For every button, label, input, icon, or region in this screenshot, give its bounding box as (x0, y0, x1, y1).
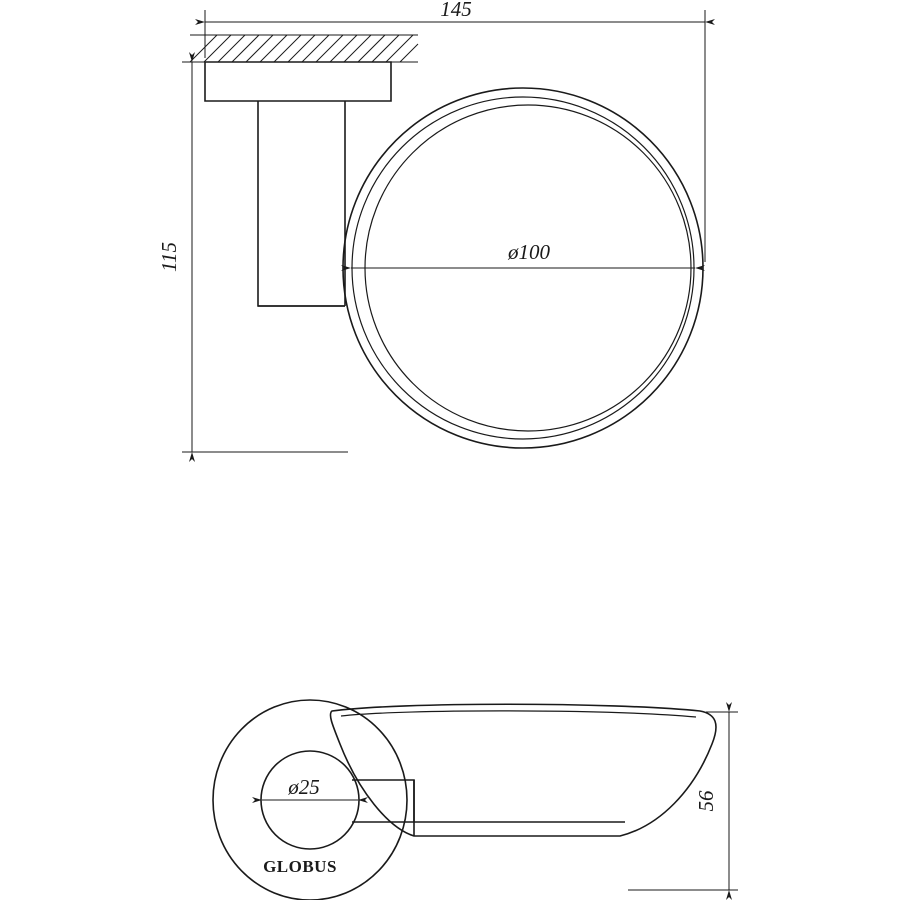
dimension-overall-depth (628, 712, 738, 890)
dimension-overall-height (157, 62, 348, 452)
dimension-label-115: 115 (157, 242, 181, 272)
dimension-label-56: 56 (694, 790, 718, 812)
dimension-label-d100: ø100 (508, 240, 550, 264)
brand-label: GLOBUS (263, 857, 337, 876)
soap-dish-body (330, 704, 716, 836)
dimension-label-d25: ø25 (288, 775, 320, 799)
dimension-mount-diameter (262, 774, 358, 800)
wall-hatch-pattern (190, 35, 418, 62)
dimension-overall-width (205, 0, 705, 262)
dimension-label-145: 145 (440, 0, 472, 21)
front-elevation-view (213, 700, 738, 900)
side-elevation-view (157, 0, 705, 452)
dimension-dish-diameter (351, 238, 695, 268)
